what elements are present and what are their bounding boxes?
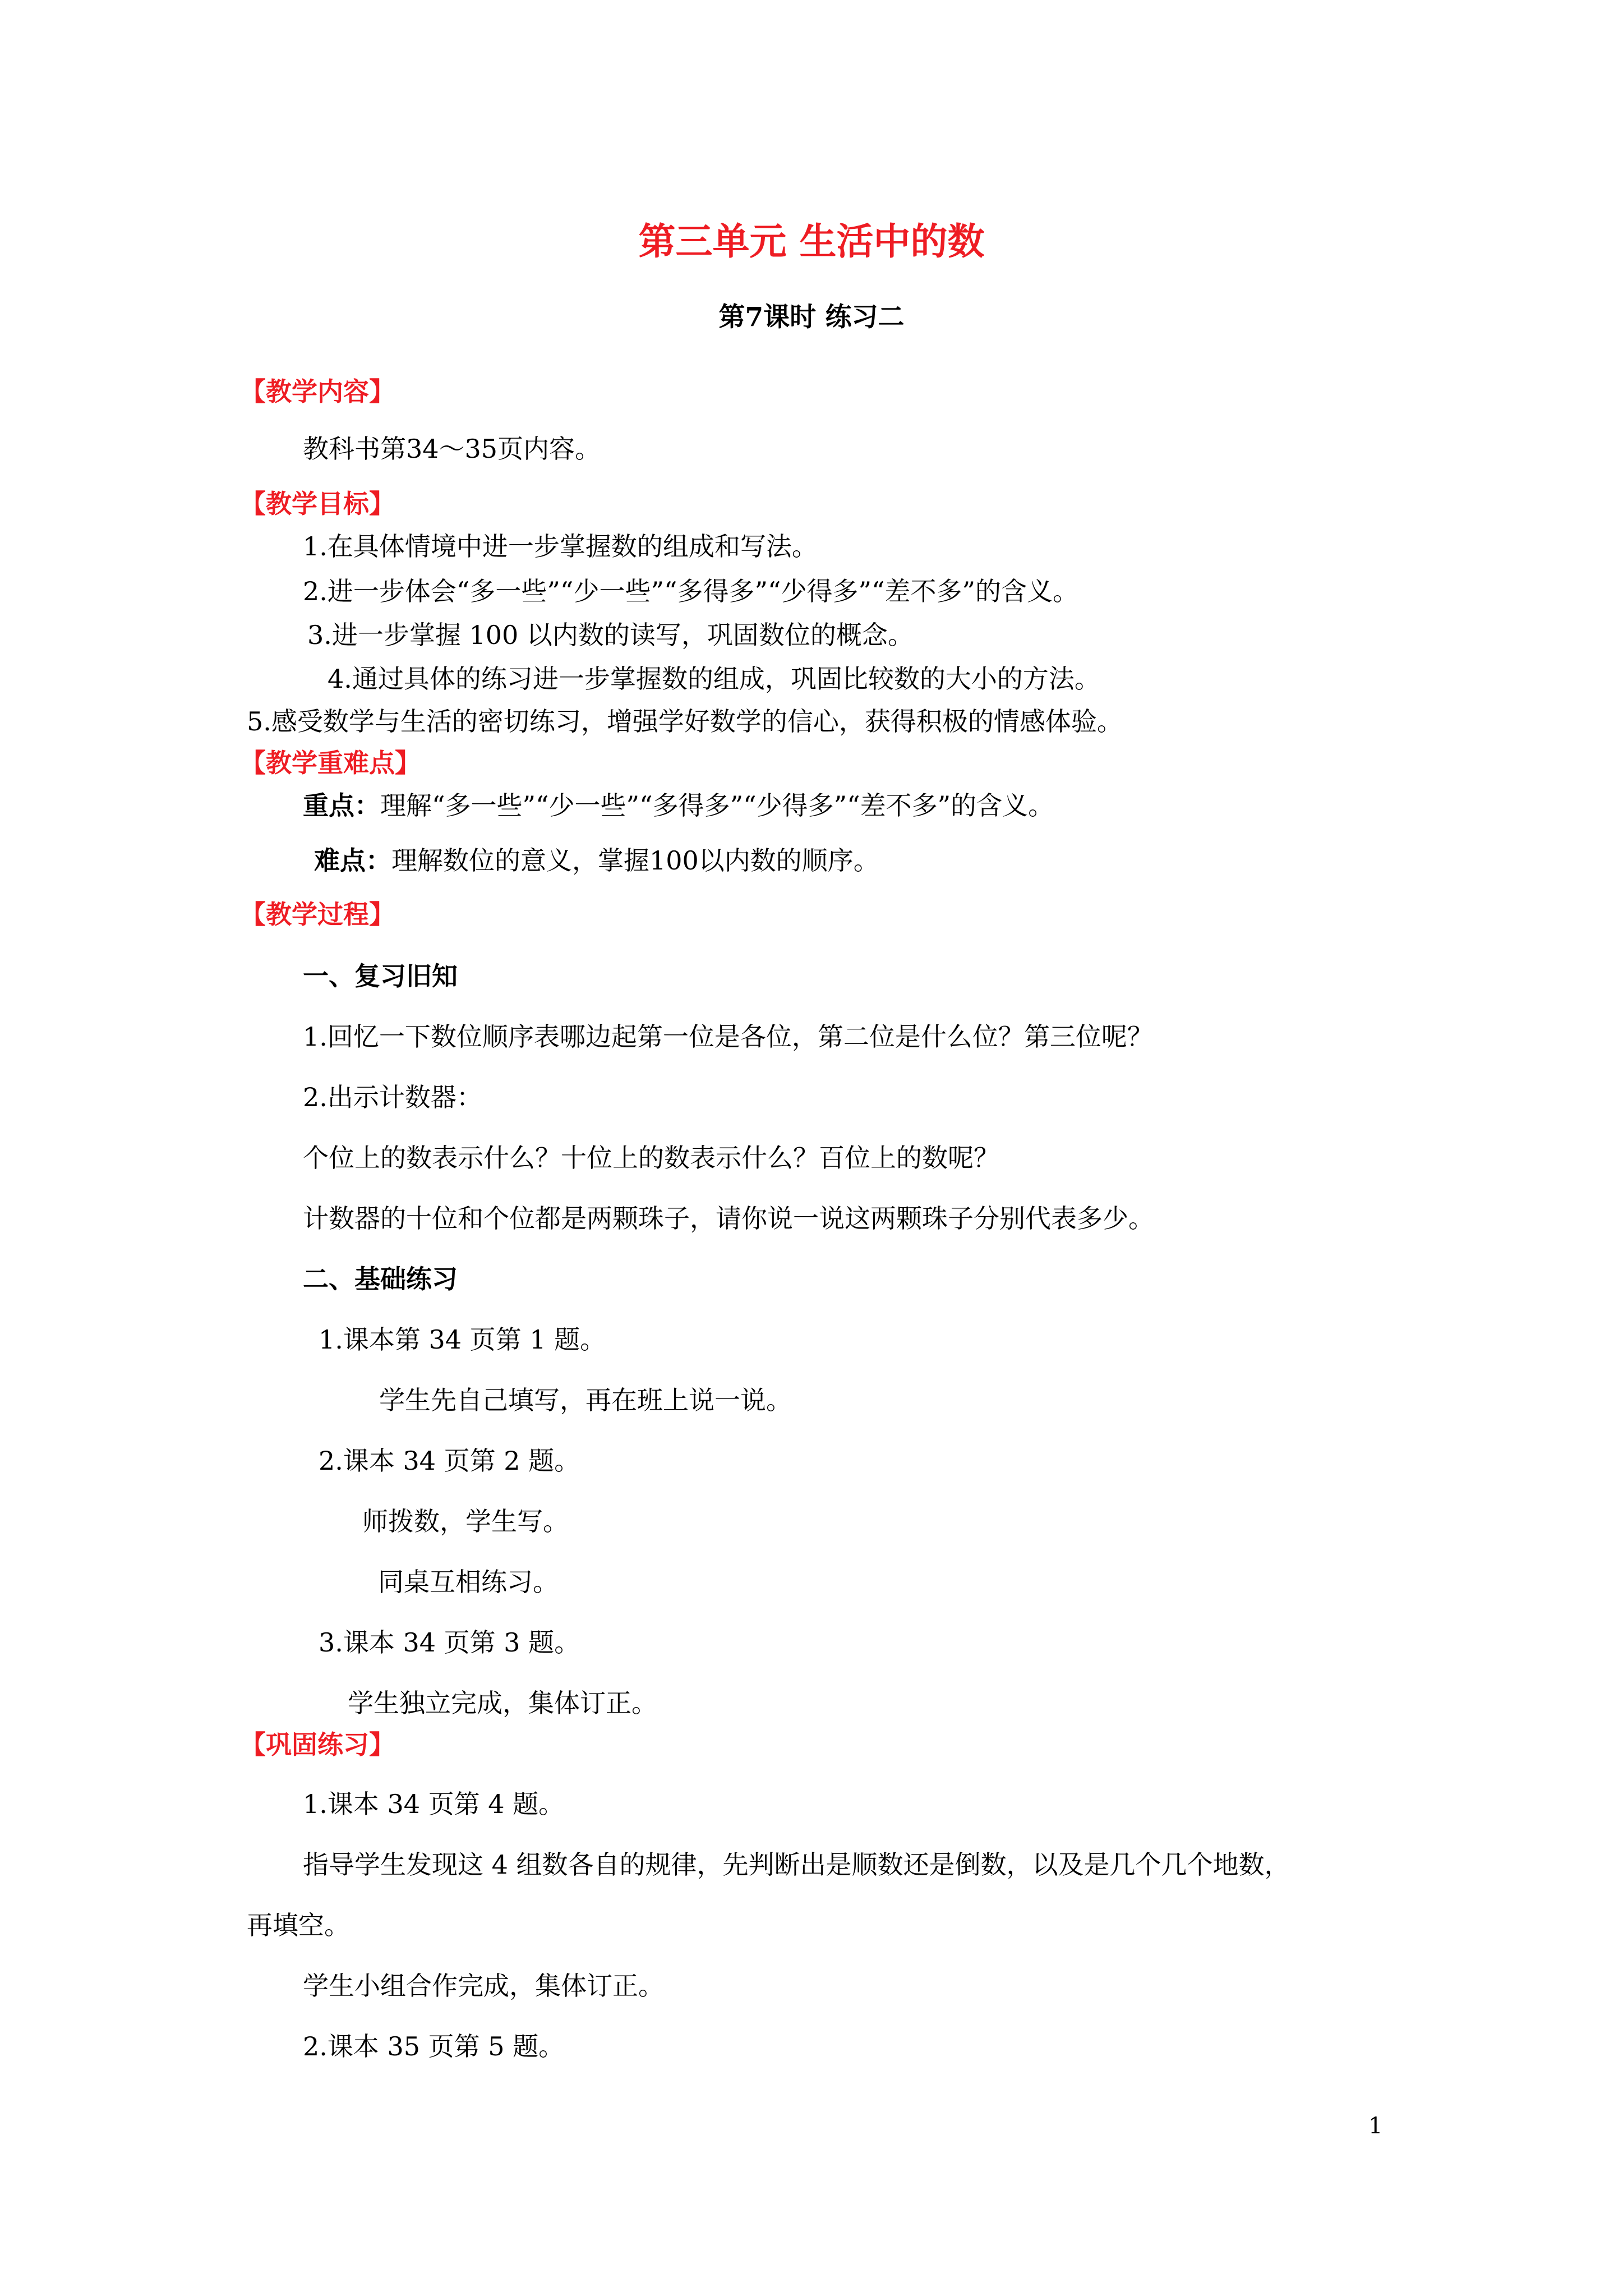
consolidate-item: 2.课本 35 页第 5 题。: [303, 2031, 565, 2062]
basic-item: 同桌互相练习。: [378, 1567, 559, 1597]
review-heading: 一、复习旧知: [303, 961, 458, 991]
review-item: 个位上的数表示什么？十位上的数表示什么？百位上的数呢？: [303, 1143, 999, 1173]
goal-item: 1.在具体情境中进一步掌握数的组成和写法。: [303, 531, 818, 562]
content-text: 教科书第34～35页内容。: [303, 434, 601, 464]
difficulty-label: 难点：: [314, 845, 391, 876]
basic-heading: 二、基础练习: [303, 1264, 458, 1294]
page-number: 1: [1368, 2113, 1383, 2139]
consolidate-item: 学生小组合作完成，集体订正。: [303, 1971, 664, 2001]
section-heading-goals: 【教学目标】: [240, 489, 395, 519]
section-heading-consolidate: 【巩固练习】: [240, 1729, 395, 1760]
basic-item: 1.课本第 34 页第 1 题。: [319, 1324, 606, 1355]
goal-item: 4.通过具体的练习进一步掌握数的组成，巩固比较数的大小的方法。: [328, 664, 1100, 694]
consolidate-item: 指导学生发现这 4 组数各自的规律，先判断出是顺数还是倒数，以及是几个几个地数，: [303, 1849, 1290, 1880]
focus-label: 重点：: [303, 790, 380, 821]
review-item: 1.回忆一下数位顺序表哪边起第一位是各位，第二位是什么位？第三位呢？: [303, 1022, 1153, 1052]
goal-item: 5.感受数学与生活的密切练习，增强学好数学的信心，获得积极的情感体验。: [247, 706, 1123, 737]
difficulty-text: 理解数位的意义，掌握100以内数的顺序。: [391, 845, 879, 876]
section-heading-key-points: 【教学重难点】: [240, 748, 421, 778]
consolidate-item: 再填空。: [247, 1910, 350, 1940]
focus-text: 理解“多一些”“少一些”“多得多”“少得多”“差不多”的含义。: [380, 790, 1054, 821]
goal-item: 2.进一步体会“多一些”“少一些”“多得多”“少得多”“差不多”的含义。: [303, 576, 1079, 606]
difficulty-line: [314, 844, 879, 877]
section-heading-content: 【教学内容】: [240, 376, 395, 407]
consolidate-item: 1.课本 34 页第 4 题。: [303, 1789, 565, 1819]
unit-title: 第三单元 生活中的数: [638, 219, 985, 263]
review-item: 2.出示计数器：: [303, 1082, 482, 1112]
review-item: 计数器的十位和个位都是两颗珠子，请你说一说这两颗珠子分别代表多少。: [303, 1203, 1154, 1234]
basic-item: 学生独立完成，集体订正。: [348, 1688, 657, 1718]
basic-item: 3.课本 34 页第 3 题。: [319, 1627, 580, 1658]
basic-item: 学生先自己填写，再在班上说一说。: [379, 1385, 792, 1415]
lesson-subtitle: 第7课时 练习二: [718, 302, 905, 333]
section-heading-process: 【教学过程】: [240, 899, 395, 930]
goal-item: 3.进一步掌握 100 以内数的读写，巩固数位的概念。: [307, 620, 914, 650]
basic-item: 2.课本 34 页第 2 题。: [319, 1446, 580, 1476]
basic-item: 师拨数，学生写。: [362, 1506, 569, 1536]
focus-line: [303, 789, 1054, 822]
